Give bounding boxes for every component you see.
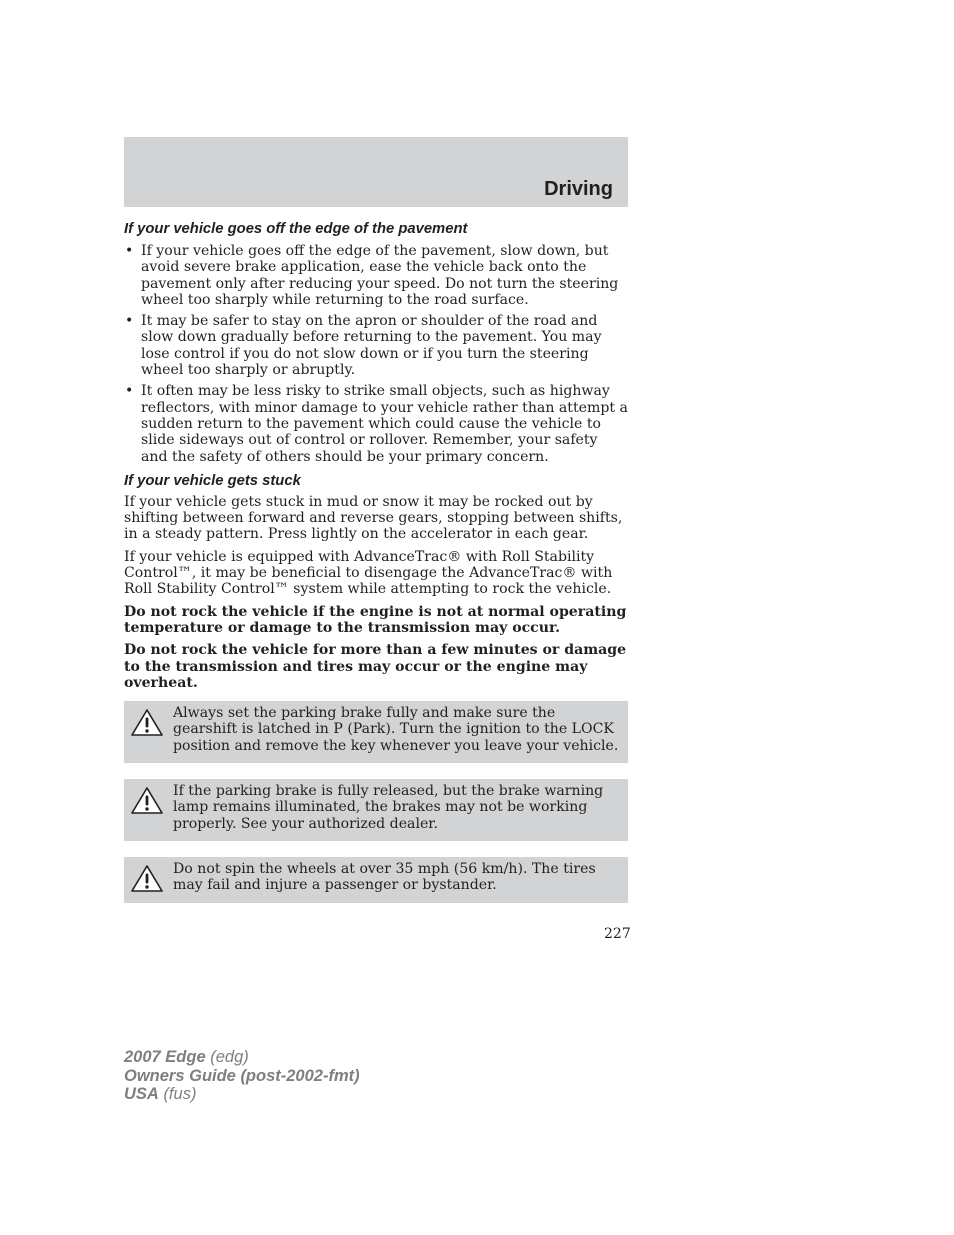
warning-text: Do not spin the wheels at over 35 mph (56 km/h). The tires may fail and injure a passenger or bystander.: [173, 860, 596, 894]
warning-text: If the parking brake is fully released, but the brake warning lamp remains illuminated, the brakes may not be working properly. See your authorized dealer.: [173, 783, 604, 832]
bullet-icon: •: [125, 313, 134, 330]
bullet-icon: •: [125, 383, 134, 400]
page-number: 227: [604, 926, 631, 942]
bullet-icon: •: [125, 243, 134, 259]
warning-box-wheel-spin: [124, 857, 628, 903]
list-item: • It may be safer to stay on the apron or shoulder of the road and slow down gradually before returning to the pavement. You may lose control if you do not slow down or if you turn the steering wheel too sharply or abruptly.: [125, 313, 602, 379]
list-item: • It often may be less risky to strike small objects, such as highway reflectors, with minor damage to your vehicle rather than attempt a sudden return to the pavement which could cause the vehicle to slide sideways out of control or rollover. Remember, your safety and the safety of others should be your primary concern.: [125, 383, 628, 465]
footer-line-guide: Owners Guide (post-2002-fmt): [124, 1066, 360, 1085]
caution-rock-duration: Do not rock the vehicle for more than a few minutes or damage to the transmission and tires may occur or the engine may overheat.: [124, 642, 627, 691]
paragraph-advancetrac: If your vehicle is equipped with AdvanceTrac® with Roll Stability Control™, it may be beneficial to disengage the AdvanceTrac® with Roll Stability Control™ system while attempting to rock the vehicle.: [124, 548, 613, 598]
caution-engine-temperature: Do not rock the vehicle if the engine is not at normal operating temperature or damage to the transmission may occur.: [124, 603, 627, 636]
warning-text: Always set the parking brake fully and make sure the gearshift is latched in P (Park). Turn the ignition to the LOCK position and remove the key whenever you leave your vehicle.: [173, 705, 619, 754]
section-title: Driving: [544, 178, 613, 200]
page-content: [124, 220, 628, 903]
warning-triangle-icon: [130, 864, 164, 894]
heading-stuck: If your vehicle gets stuck: [124, 472, 301, 489]
heading-off-pavement: If your vehicle goes off the edge of the pavement: [124, 221, 468, 237]
document-footer: [124, 1048, 360, 1104]
warning-triangle-icon: [130, 786, 164, 816]
list-item: • If your vehicle goes off the edge of the pavement, slow down, but avoid severe brake application, ease the vehicle back onto the pavement only after reducing your speed. Do not turn the steering wheel too sharply while returning to the road surface.: [125, 243, 619, 308]
footer-line-model: 2007 Edge (edg): [124, 1048, 249, 1066]
footer-line-market: USA (fus): [124, 1085, 197, 1103]
warning-box-parking-brake: [124, 701, 628, 763]
paragraph-rocking: If your vehicle gets stuck in mud or snow it may be rocked out by shifting between forward and reverse gears, stopping between shifts, in a steady pattern. Press lightly on the accelerator in each gear.: [124, 493, 623, 543]
off-pavement-list: [124, 243, 628, 465]
section-header-band: [124, 137, 628, 207]
warning-triangle-icon: [130, 708, 164, 738]
warning-box-brake-lamp: [124, 779, 628, 841]
